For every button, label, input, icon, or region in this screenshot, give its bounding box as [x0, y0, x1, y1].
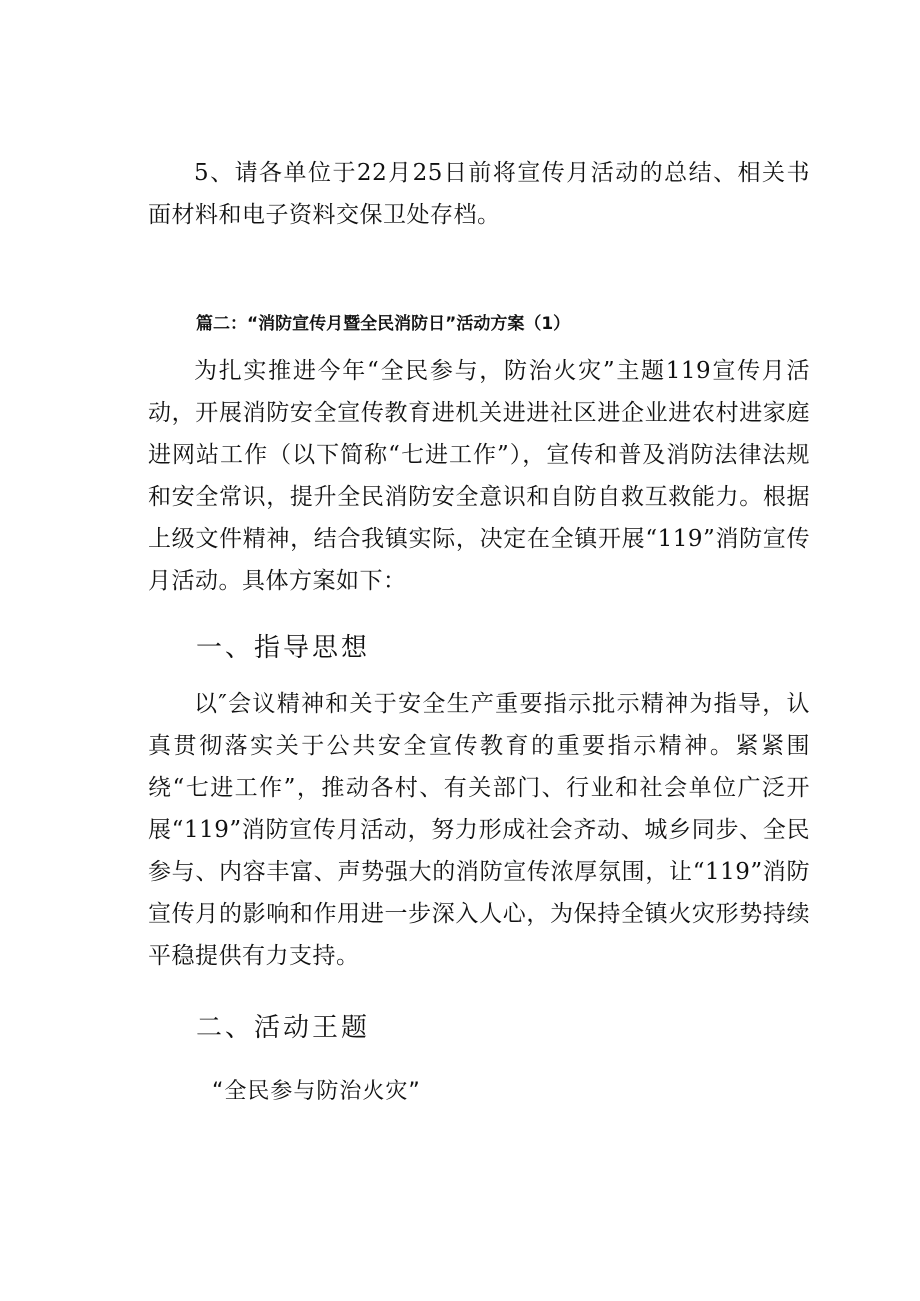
intro-paragraph: 为扎实推进今年“全民参与，防治火灾”主题119宣传月活动，开展消防安全宣传教育进机关进进社区进企业进农村进家庭进网站工作（以下简称“七进工作”），宣传和普及消防法律法规和安全常识，提升全民消防安全意识和自防自救互救能力。根据上级文件精神，结合我镇实际，决定在全镇开展“119”消防宣传月活动。具体方案如下： — [148, 358, 810, 594]
section-2-heading: 二、活动王题 — [196, 1013, 371, 1043]
section-1-body: 以″会议精神和关于安全生产重要指示批示精神为指导，认真贯彻落实关于公共安全宣传教育的重要指示精神。紧紧围绕“七进工作”，推动各村、有关部门、行业和社会单位广泛开展“119”消防宣传月活动，努力形成社会齐动、城乡同步、全民参与、内容丰富、声势强大的消防宣传浓厚氛围，让“119”消防宣传月的影响和作用进一步深入人心，为保持全镇火灾形势持续平稳提供有力支持。 — [148, 691, 810, 969]
activity-theme: “全民参与防治火灾” — [212, 1079, 421, 1104]
item-5-paragraph: 5、请各单位于22月25日前将宣传月活动的总结、相关书面材料和电子资料交保卫处存档。 — [148, 160, 810, 228]
document-title: 篇二：“消防宣传月暨全民消防日”活动方案（1） — [196, 314, 571, 334]
section-1-heading: 一、指导思想 — [196, 633, 371, 663]
